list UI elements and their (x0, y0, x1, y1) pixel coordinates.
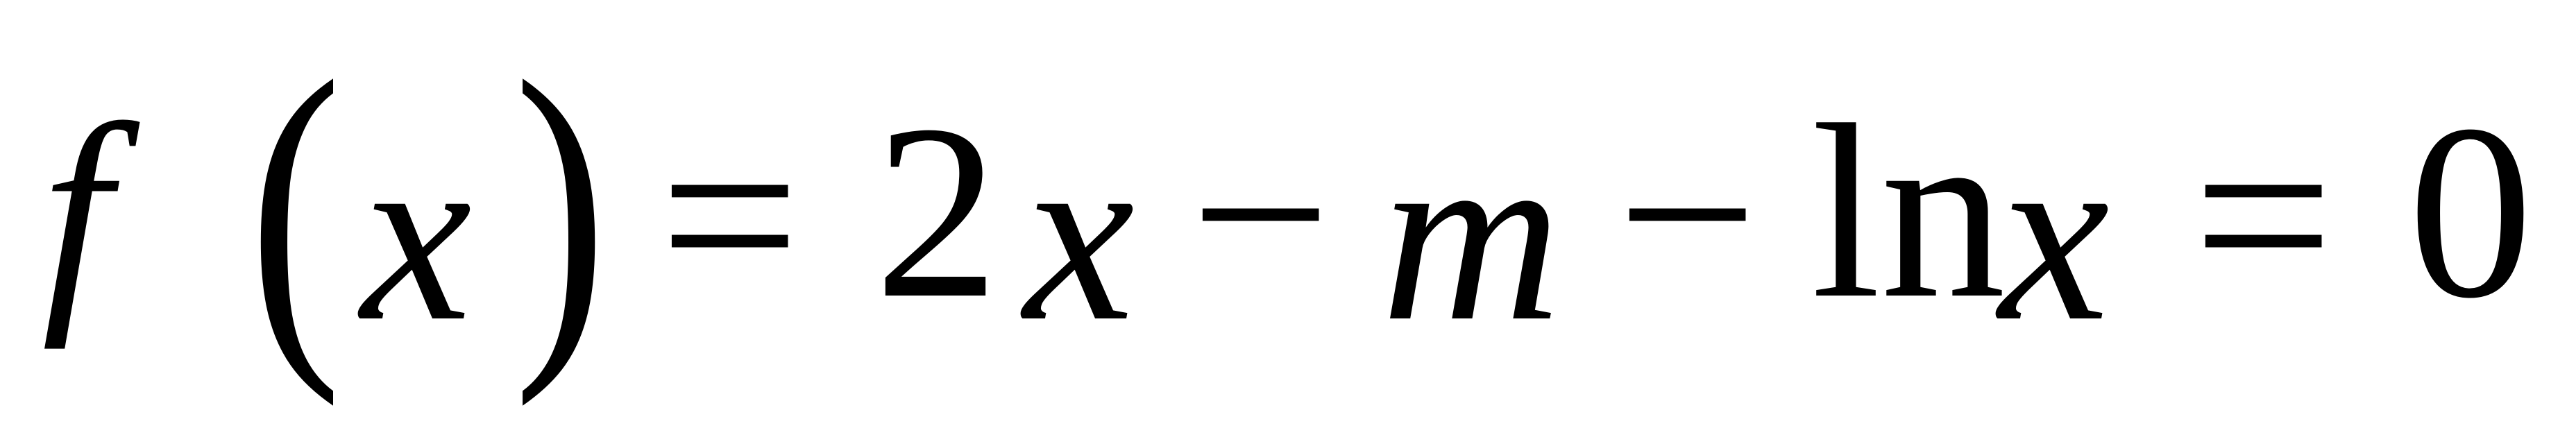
digit-two: 2 (874, 73, 999, 350)
close-paren: ) (514, 8, 608, 407)
variable-x: x (361, 96, 472, 373)
variable-x: x (1999, 96, 2110, 373)
function-f: f (42, 73, 112, 350)
equals-sign: = (2193, 76, 2334, 353)
minus-sign: − (1190, 75, 1332, 352)
minus-sign: − (1617, 75, 1759, 352)
digit-zero: 0 (2408, 73, 2533, 350)
natural-log: ln (1811, 73, 2006, 350)
equals-sign: = (659, 76, 801, 353)
variable-x: x (1024, 96, 1135, 373)
open-paren: ( (248, 8, 343, 407)
variable-m: m (1381, 96, 1561, 373)
